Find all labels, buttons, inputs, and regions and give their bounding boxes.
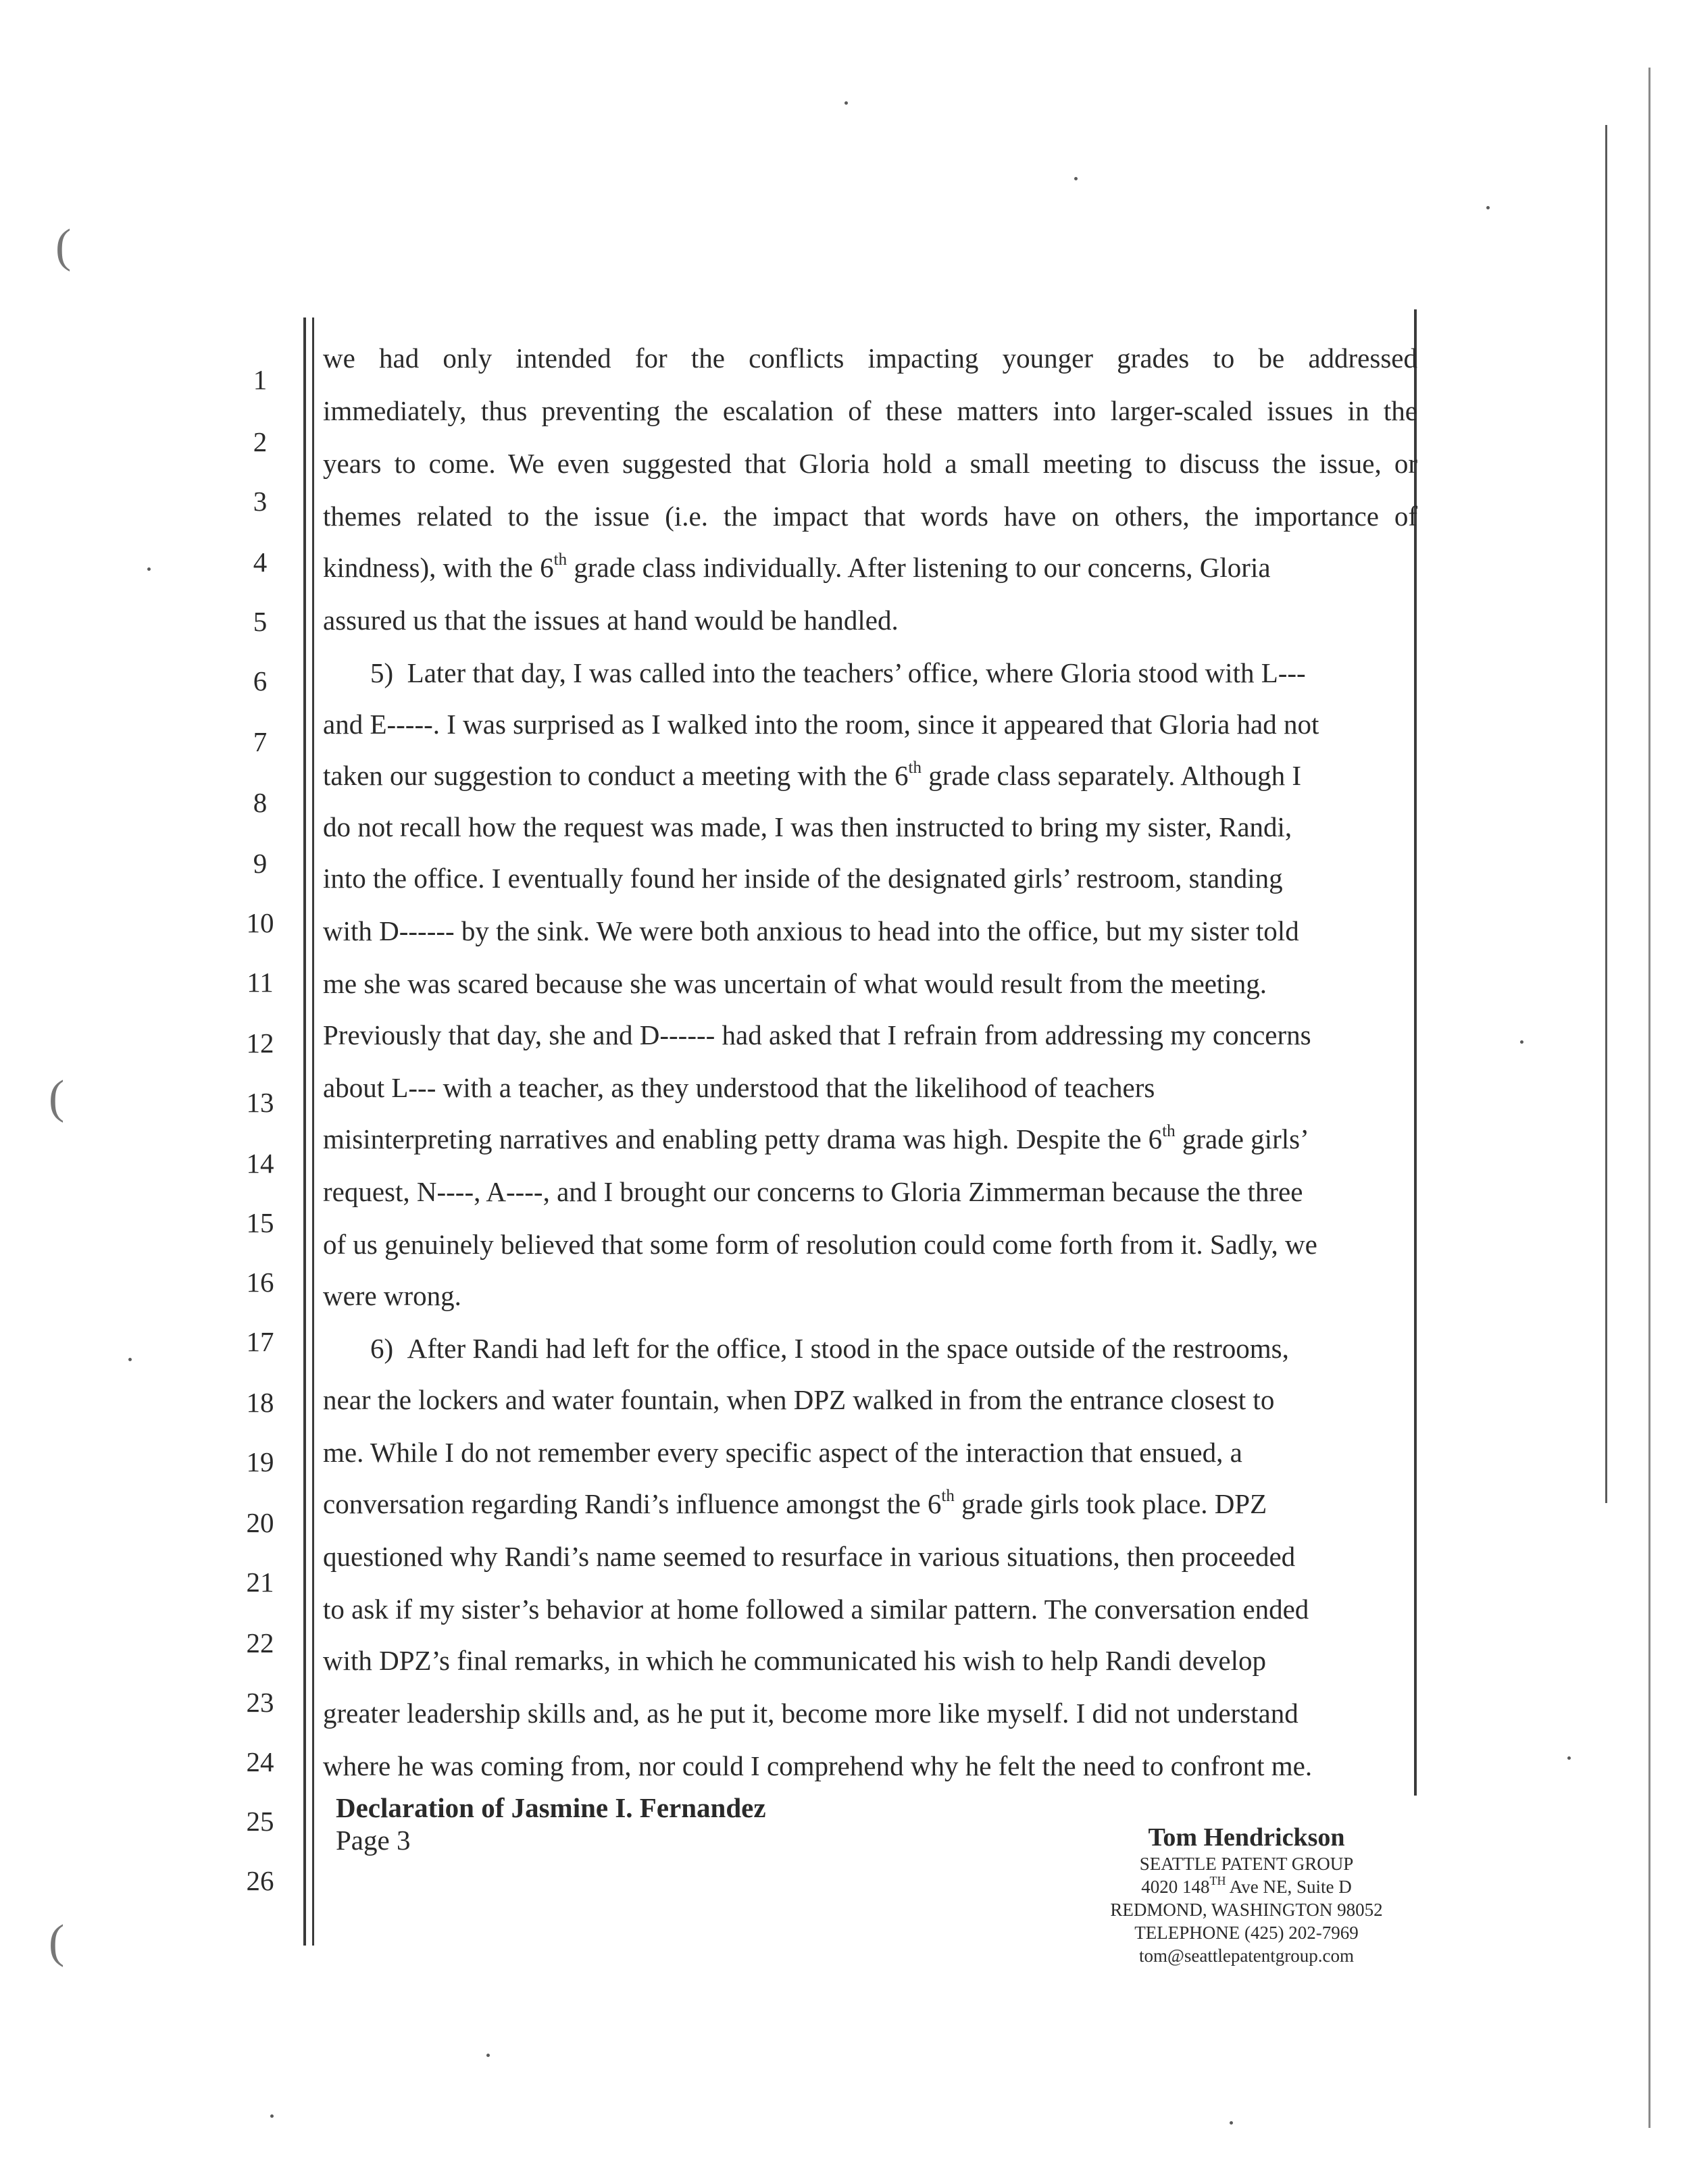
address-number: 4020 148 <box>1141 1877 1210 1897</box>
text-line: we had only intended for the conflicts impacting younger grades to be addressed <box>323 342 1417 374</box>
text-line <box>323 1121 1417 1157</box>
line-number: 22 <box>246 1627 274 1658</box>
hole-punch-mark: ( <box>49 1916 65 1968</box>
line-number: 15 <box>246 1207 274 1238</box>
scan-speck <box>1074 177 1078 180</box>
attorney-block <box>1081 1823 1412 1967</box>
text-line: near the lockers and water fountain, when DPZ walked in from the entrance closest to <box>323 1384 1275 1415</box>
text-line: of us genuinely believed that some form of resolution could come forth from it. Sadly, we <box>323 1229 1317 1260</box>
line-number: 14 <box>246 1148 274 1179</box>
line-number: 13 <box>246 1087 274 1118</box>
text-line: questioned why Randi’s name seemed to resurface in various situations, then proceeded <box>323 1541 1296 1572</box>
text-line: Previously that day, she and D------ had asked that I refrain from addressing my concerns <box>323 1019 1311 1050</box>
line-number: 11 <box>247 967 274 998</box>
line-number: 19 <box>246 1446 274 1477</box>
line-number: 9 <box>253 848 268 879</box>
superscript: th <box>553 551 568 569</box>
line-number: 18 <box>246 1387 274 1418</box>
scan-edge <box>1648 68 1650 2128</box>
text-fragment: misinterpreting narratives and enabling petty drama was high. Despite the 6 <box>323 1123 1163 1154</box>
line-number: 6 <box>253 665 268 696</box>
text-line: themes related to the issue (i.e. the impact that words have on others, the importance of <box>323 501 1417 532</box>
text-line: me. While I do not remember every specific aspect of the interaction that ensued, a <box>323 1437 1242 1468</box>
firm-name: SEATTLE PATENT GROUP <box>1139 1854 1354 1874</box>
text-fragment: kindness), with the 6 <box>323 552 554 583</box>
text-line: and E-----. I was surprised as I walked into the room, since it appeared that Gloria had not <box>323 709 1319 740</box>
paragraph-5-start: 5) Later that day, I was called into the teachers’ office, where Gloria stood with L--- <box>370 657 1306 688</box>
text-line: to ask if my sister’s behavior at home followed a similar pattern. The conversation ended <box>323 1594 1309 1625</box>
text-line: greater leadership skills and, as he put it, become more like myself. I did not understand <box>323 1698 1299 1729</box>
line-number: 20 <box>246 1507 274 1538</box>
text-line <box>323 758 1417 793</box>
text-line: with D------ by the sink. We were both anxious to head into the office, but my sister told <box>323 915 1299 946</box>
line-number: 8 <box>253 787 268 818</box>
line-number: 17 <box>246 1326 274 1357</box>
line-number: 21 <box>246 1567 274 1598</box>
firm-email: tom@seattlepatentgroup.com <box>1138 1946 1355 1966</box>
firm-city: REDMOND, WASHINGTON 98052 <box>1110 1900 1383 1920</box>
line-number: 26 <box>246 1865 274 1896</box>
line-number: 25 <box>246 1806 274 1837</box>
left-margin-rule-inner <box>312 318 314 1946</box>
text-line: request, N----, A----, and I brought our concerns to Gloria Zimmerman because the three <box>323 1176 1303 1207</box>
text-line <box>323 1486 1417 1521</box>
scan-speck <box>270 2114 274 2118</box>
address-street: Ave NE, Suite D <box>1226 1877 1352 1897</box>
attorney-name: Tom Hendrickson <box>1148 1823 1345 1852</box>
scan-speck <box>1520 1040 1523 1044</box>
text-line: with DPZ’s final remarks, in which he communicated his wish to help Randi develop <box>323 1645 1267 1676</box>
superscript: TH <box>1209 1874 1226 1887</box>
hole-punch-mark: ( <box>55 220 72 272</box>
line-number: 16 <box>246 1267 274 1298</box>
scan-speck <box>147 567 151 571</box>
left-margin-rule-outer <box>303 318 306 1946</box>
paragraph-6-start: 6) After Randi had left for the office, I stood in the space outside of the restrooms, <box>370 1333 1289 1364</box>
superscript: th <box>908 759 922 777</box>
text-fragment: taken our suggestion to conduct a meeting with the 6 <box>323 760 909 791</box>
text-line: me she was scared because she was uncertain of what would result from the meeting. <box>323 968 1267 999</box>
firm-address <box>1081 1875 1412 1898</box>
firm-phone: TELEPHONE (425) 202-7969 <box>1134 1923 1359 1943</box>
page-number: Page 3 <box>336 1825 411 1856</box>
line-number: 10 <box>246 907 274 938</box>
text-fragment: conversation regarding Randi’s influence amongst the 6 <box>323 1488 942 1519</box>
text-line: where he was coming from, nor could I comprehend why he felt the need to confront me. <box>323 1750 1313 1781</box>
line-number: 24 <box>246 1746 274 1777</box>
text-line <box>323 550 1417 585</box>
text-line: assured us that the issues at hand would be handled. <box>323 605 899 636</box>
text-fragment: grade class separately. Although I <box>921 760 1302 791</box>
scan-speck <box>844 101 848 105</box>
scan-speck <box>486 2054 490 2057</box>
document-title: Declaration of Jasmine I. Fernandez <box>336 1792 766 1823</box>
line-number: 5 <box>253 606 268 637</box>
line-number: 23 <box>246 1687 274 1718</box>
scan-speck <box>1486 206 1490 209</box>
line-number: 7 <box>253 726 268 757</box>
text-line: years to come. We even suggested that Gloria hold a small meeting to discuss the issue, or <box>323 448 1417 479</box>
superscript: th <box>1162 1122 1176 1140</box>
scan-edge-inner <box>1605 125 1607 1503</box>
superscript: th <box>941 1487 955 1505</box>
hole-punch-mark: ( <box>49 1071 65 1123</box>
line-number: 12 <box>246 1027 274 1059</box>
text-line: immediately, thus preventing the escalation of these matters into larger-scaled issues in the <box>323 395 1417 426</box>
text-line: into the office. I eventually found her inside of the designated girls’ restroom, standing <box>323 863 1283 894</box>
text-line: were wrong. <box>323 1280 461 1311</box>
line-number: 2 <box>253 426 268 457</box>
scan-speck <box>1567 1756 1571 1760</box>
scan-speck <box>1230 2121 1233 2125</box>
line-number: 3 <box>253 486 268 517</box>
text-fragment: grade girls took place. DPZ <box>954 1488 1267 1519</box>
scan-speck <box>128 1358 132 1361</box>
line-number: 1 <box>253 364 268 395</box>
text-line: do not recall how the request was made, I was then instructed to bring my sister, Randi, <box>323 811 1292 842</box>
text-fragment: grade class individually. After listening to our concerns, Gloria <box>567 552 1271 583</box>
line-number: 4 <box>253 547 268 578</box>
text-fragment: grade girls’ <box>1175 1123 1309 1154</box>
text-line: about L--- with a teacher, as they understood that the likelihood of teachers <box>323 1072 1155 1103</box>
